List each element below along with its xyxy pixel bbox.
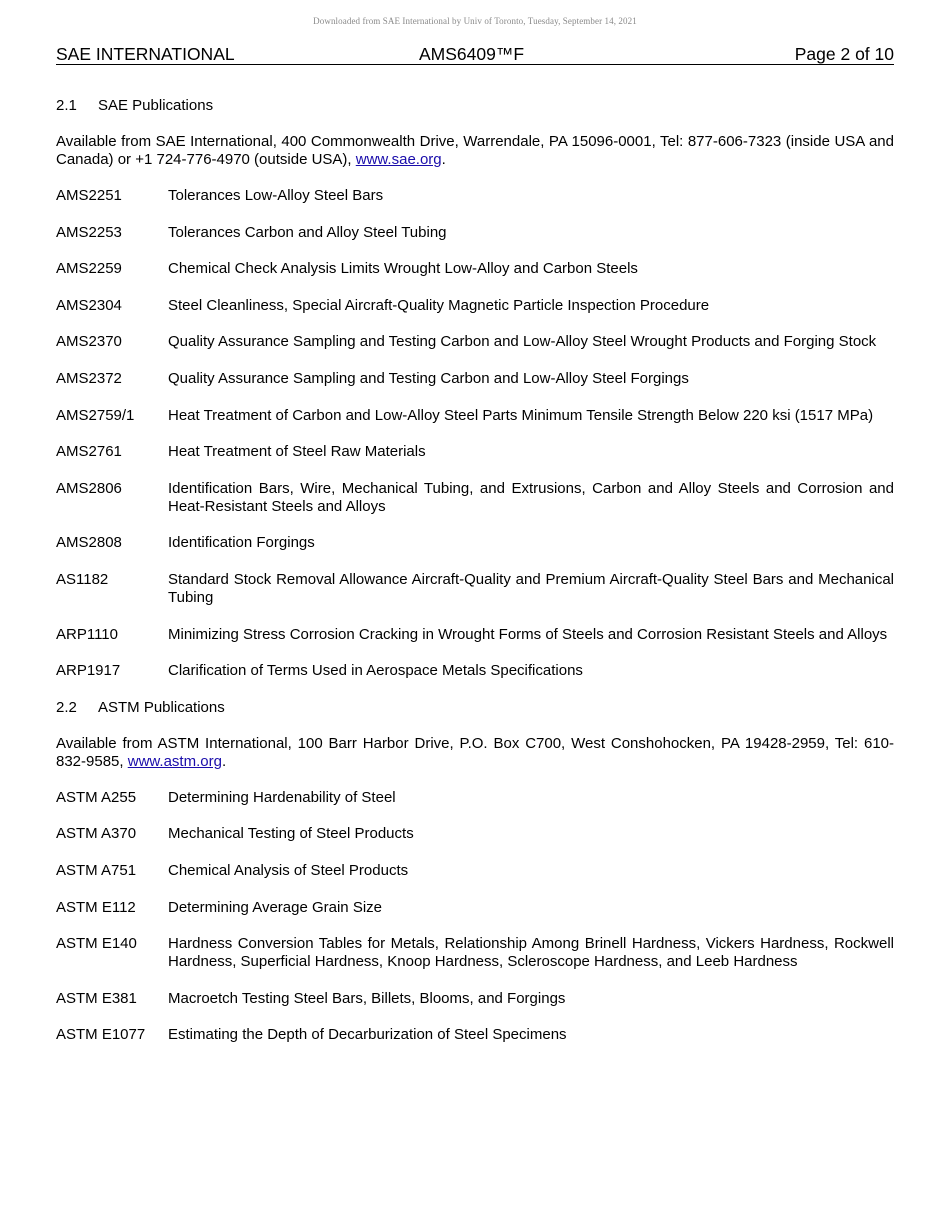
reference-title: Heat Treatment of Steel Raw Materials bbox=[168, 443, 426, 461]
reference-id: AS1182 bbox=[56, 570, 109, 588]
astm-website-link[interactable]: www.astm.org bbox=[127, 752, 222, 770]
reference-id: AMS2253 bbox=[56, 223, 122, 241]
reference-id: AMS2251 bbox=[56, 187, 122, 204]
reference-row bbox=[56, 571, 894, 607]
reference-id: AMS2372 bbox=[56, 369, 122, 387]
reference-row bbox=[56, 935, 894, 971]
sae-reference-list bbox=[56, 187, 894, 680]
reference-row bbox=[56, 224, 894, 242]
reference-id: AMS2759/1 bbox=[56, 406, 135, 424]
reference-row bbox=[56, 407, 894, 425]
reference-row bbox=[56, 297, 894, 315]
header-page-number: Page 2 of 10 bbox=[794, 44, 894, 64]
section-heading-sae bbox=[56, 97, 894, 115]
astm-intro-text: Available from ASTM International, 100 Barr Harbor Drive, P.O. Box C700, West Conshohocken, PA 19428-2959, Tel: 610-832-9585, bbox=[56, 734, 894, 770]
reference-title: Standard Stock Removal Allowance Aircraft-Quality and Premium Aircraft-Quality Steel Bars and Mechanical Tubing bbox=[168, 570, 894, 606]
reference-id: ASTM E140 bbox=[56, 935, 137, 953]
reference-row bbox=[56, 534, 894, 552]
reference-row bbox=[56, 789, 894, 807]
reference-id: ASTM E112 bbox=[56, 898, 136, 916]
reference-id: ASTM A255 bbox=[56, 788, 137, 806]
document-body bbox=[56, 97, 894, 1063]
section-number: 2.1 bbox=[56, 97, 77, 114]
reference-row bbox=[56, 370, 894, 388]
reference-title: Estimating the Depth of Decarburization of Steel Specimens bbox=[168, 1026, 567, 1044]
reference-row bbox=[56, 825, 894, 843]
reference-title: Chemical Analysis of Steel Products bbox=[168, 861, 409, 879]
section-heading-astm bbox=[56, 699, 894, 717]
download-watermark: Downloaded from SAE International by Univ of Toronto, Tuesday, September 14, 2021 bbox=[313, 16, 637, 26]
reference-id: ASTM E381 bbox=[56, 989, 137, 1007]
reference-row bbox=[56, 990, 894, 1008]
reference-title: Macroetch Testing Steel Bars, Billets, Blooms, and Forgings bbox=[168, 989, 566, 1007]
sae-availability-paragraph bbox=[56, 133, 894, 169]
astm-intro-end: . bbox=[221, 752, 227, 770]
reference-id: AMS2259 bbox=[56, 260, 122, 278]
section-number: 2.2 bbox=[56, 698, 77, 716]
reference-title: Clarification of Terms Used in Aerospace Metals Specifications bbox=[168, 662, 583, 680]
reference-id: ASTM A370 bbox=[56, 825, 137, 843]
reference-row bbox=[56, 480, 894, 516]
reference-row bbox=[56, 443, 894, 461]
reference-row bbox=[56, 333, 894, 351]
astm-availability-paragraph bbox=[56, 735, 894, 771]
reference-title: Tolerances Carbon and Alloy Steel Tubing bbox=[168, 223, 447, 241]
reference-title: Identification Forgings bbox=[168, 534, 315, 552]
reference-title: Chemical Check Analysis Limits Wrought Low-Alloy and Carbon Steels bbox=[168, 260, 638, 278]
reference-title: Steel Cleanliness, Special Aircraft-Quality Magnetic Particle Inspection Procedure bbox=[168, 296, 710, 314]
reference-title: Quality Assurance Sampling and Testing Carbon and Low-Alloy Steel Wrought Products and Forging Stock bbox=[168, 333, 877, 351]
reference-title: Quality Assurance Sampling and Testing Carbon and Low-Alloy Steel Forgings bbox=[168, 369, 689, 387]
reference-id: ARP1917 bbox=[56, 662, 121, 680]
reference-id: AMS2370 bbox=[56, 333, 122, 351]
reference-row bbox=[56, 662, 894, 680]
reference-id: AMS2761 bbox=[56, 443, 122, 461]
reference-id: ASTM A751 bbox=[56, 861, 137, 879]
reference-row bbox=[56, 187, 894, 205]
reference-title: Identification Bars, Wire, Mechanical Tubing, and Extrusions, Carbon and Alloy Steels and Corrosion and Heat-Resistant Steels and Alloys bbox=[168, 479, 894, 515]
reference-title: Minimizing Stress Corrosion Cracking in Wrought Forms of Steels and Corrosion Resistant Steels and Alloys bbox=[168, 625, 888, 643]
reference-id: ARP1110 bbox=[56, 625, 118, 643]
sae-intro-end: . bbox=[441, 151, 446, 168]
reference-title: Hardness Conversion Tables for Metals, Relationship Among Brinell Hardness, Vickers Hardness, Rockwell Hardness, Superficial Hardness, Knoop Hardness, Scleroscope Hardness, and Leeb Hardness bbox=[168, 935, 894, 971]
reference-id: AMS2304 bbox=[56, 296, 122, 314]
sae-intro-text: Available from SAE International, 400 Commonwealth Drive, Warrendale, PA 15096-0001, Tel: 877-606-7323 (inside USA and Canada) or +1 724-776-4970 (outside USA), bbox=[56, 133, 894, 168]
reference-id: ASTM E1077 bbox=[56, 1026, 146, 1044]
section-title: SAE Publications bbox=[98, 97, 214, 114]
header-document-number: AMS6409™F bbox=[419, 44, 525, 64]
reference-id: AMS2808 bbox=[56, 534, 122, 552]
reference-row bbox=[56, 626, 894, 644]
reference-title: Mechanical Testing of Steel Products bbox=[168, 825, 414, 843]
reference-title: Determining Average Grain Size bbox=[168, 898, 382, 916]
reference-row bbox=[56, 260, 894, 278]
reference-title: Determining Hardenability of Steel bbox=[168, 788, 396, 806]
astm-reference-list bbox=[56, 789, 894, 1045]
reference-id: AMS2806 bbox=[56, 479, 122, 497]
page-header bbox=[56, 44, 894, 65]
reference-row bbox=[56, 862, 894, 880]
reference-title: Tolerances Low-Alloy Steel Bars bbox=[168, 187, 384, 204]
reference-row bbox=[56, 1026, 894, 1044]
section-title: ASTM Publications bbox=[98, 698, 225, 716]
reference-row bbox=[56, 899, 894, 917]
sae-website-link[interactable]: www.sae.org bbox=[355, 151, 442, 168]
header-organization: SAE INTERNATIONAL bbox=[56, 44, 235, 64]
reference-title: Heat Treatment of Carbon and Low-Alloy Steel Parts Minimum Tensile Strength Below 220 ksi (1517 MPa) bbox=[168, 406, 874, 424]
